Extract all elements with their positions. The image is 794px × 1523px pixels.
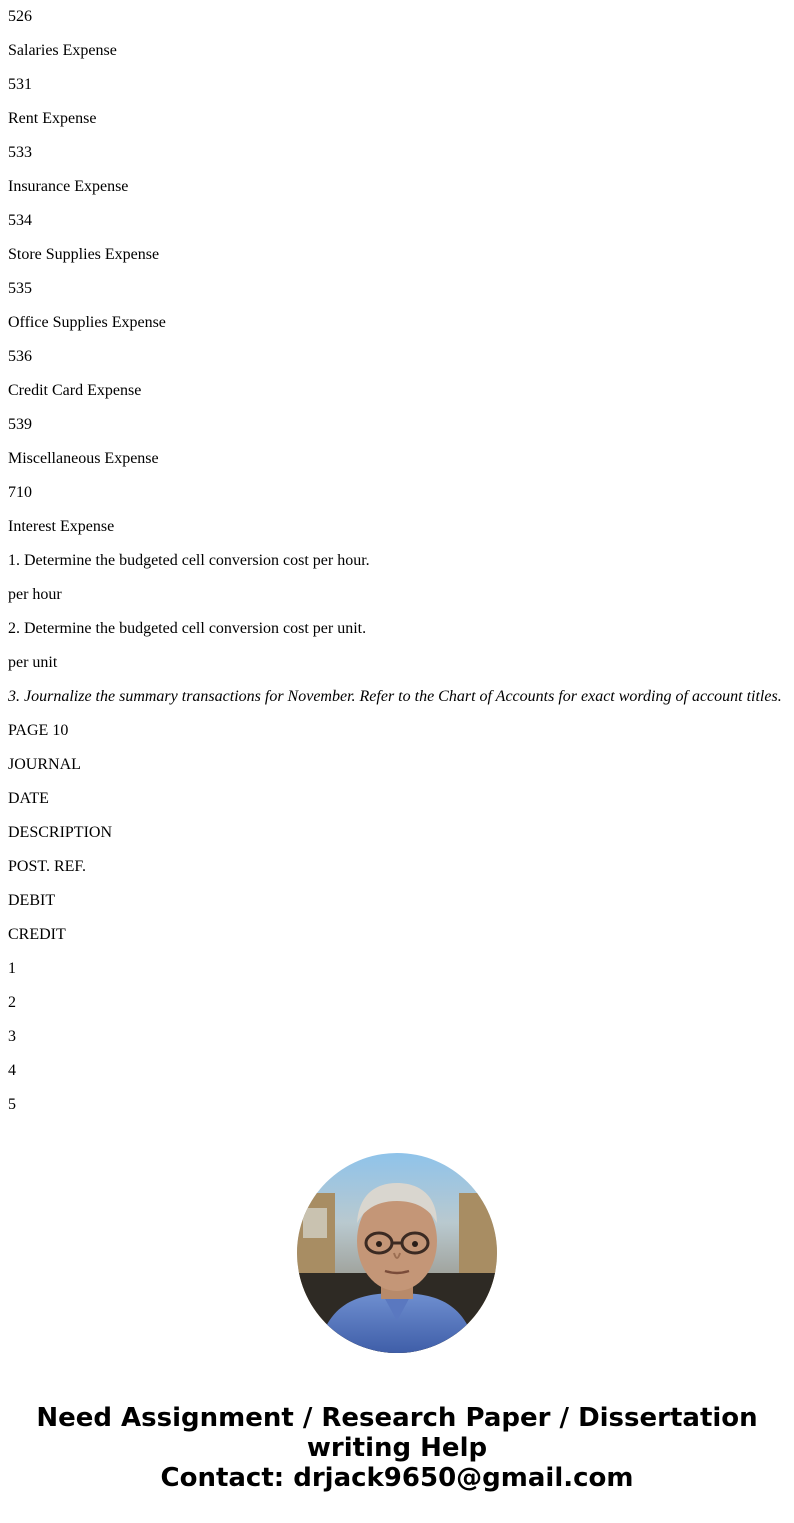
document-line: 1: [8, 960, 16, 977]
document-line: Interest Expense: [8, 518, 115, 535]
promo-block: [0, 1403, 794, 1493]
document-lines: [8, 0, 788, 1122]
document-line: Credit Card Expense: [8, 382, 142, 399]
document-line: Store Supplies Expense: [8, 246, 160, 263]
promo-line-2: writing Help: [306, 1433, 488, 1463]
document-line: 5: [8, 1096, 16, 1113]
document-line: Miscellaneous Expense: [8, 450, 159, 467]
document-line: 3. Journalize the summary transactions for November. Refer to the Chart of Accounts for exact wording of account titles.: [8, 688, 782, 705]
document-line: 3: [8, 1028, 16, 1045]
document-line: Salaries Expense: [8, 42, 117, 59]
person-photo-icon: [297, 1153, 497, 1353]
document-line: per hour: [8, 586, 62, 603]
document-line: JOURNAL: [8, 756, 81, 773]
document-line: POST. REF.: [8, 858, 86, 875]
document-line: Rent Expense: [8, 110, 97, 127]
document-line: CREDIT: [8, 926, 66, 943]
document-line: 539: [8, 416, 32, 433]
document-line: DEBIT: [8, 892, 56, 909]
document-line: 536: [8, 348, 32, 365]
document-line: Office Supplies Expense: [8, 314, 166, 331]
document-line: 531: [8, 76, 32, 93]
document-line: 2: [8, 994, 16, 1011]
promo-contact: Contact: drjack9650@gmail.com: [160, 1463, 634, 1493]
document-line: 710: [8, 484, 32, 501]
document-line: 526: [8, 8, 32, 25]
document-line: PAGE 10: [8, 722, 69, 739]
avatar: [297, 1153, 497, 1353]
document-line: 2. Determine the budgeted cell conversion cost per unit.: [8, 620, 367, 637]
document-line: 535: [8, 280, 32, 297]
document-line: 534: [8, 212, 32, 229]
document-line: Insurance Expense: [8, 178, 129, 195]
document-line: 4: [8, 1062, 16, 1079]
document-line: per unit: [8, 654, 58, 671]
document-line: DESCRIPTION: [8, 824, 113, 841]
document-line: DATE: [8, 790, 49, 807]
document-line: 533: [8, 144, 32, 161]
promo-line-1: Need Assignment / Research Paper / Dissertation: [36, 1403, 758, 1433]
document-line: 1. Determine the budgeted cell conversion cost per hour.: [8, 552, 370, 569]
